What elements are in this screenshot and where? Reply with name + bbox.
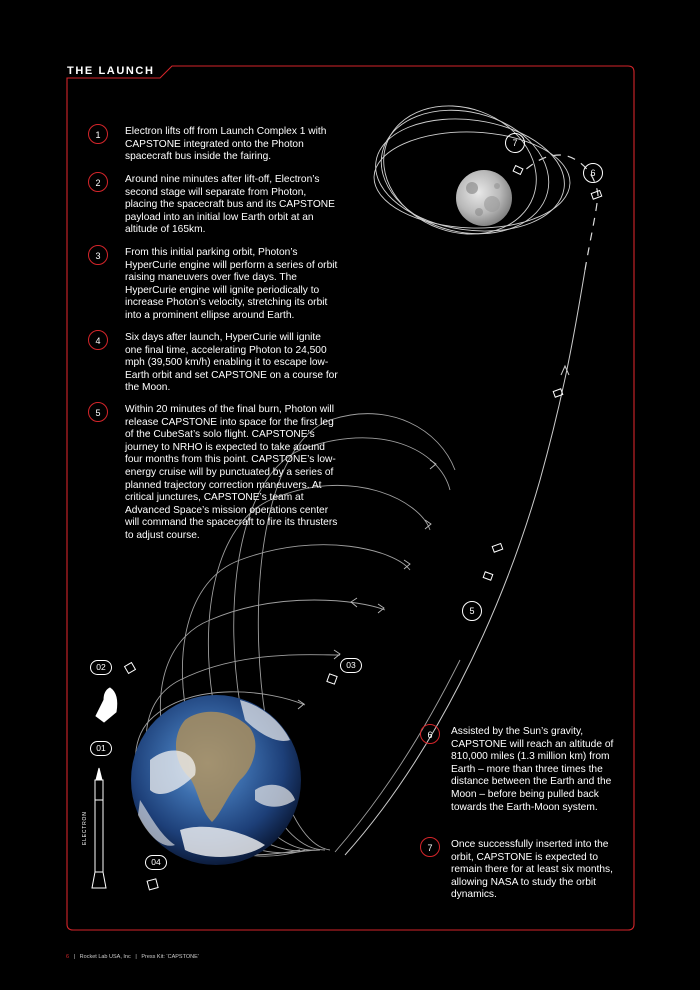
step-text: Assisted by the Sun’s gravity, CAPSTONE will reach an altitude of 810,000 miles (1.3 million km) from Earth – more than three times the distance between the Earth and the Moon – before being pulled back towards the Earth-Moon system. [451, 726, 614, 813]
page-footer [66, 954, 199, 960]
footer-separator: | [132, 954, 140, 960]
marker-03: 03 [340, 658, 362, 673]
footer-doc: Press Kit: ‘CAPSTONE’ [141, 954, 200, 960]
step-number: 1 [88, 124, 108, 144]
marker-01: 01 [90, 741, 112, 756]
step-number: 5 [88, 402, 108, 422]
nrho-orbit-loops [365, 85, 571, 255]
step-text: Once successfully inserted into the orbit, CAPSTONE is expected to remain there for at least six months, allowing NASA to study the orbit dynamics. [451, 839, 613, 901]
marker-7: 7 [505, 133, 525, 153]
moon-icon [456, 170, 512, 226]
step-text: From this initial parking orbit, Photon’s HyperCurie engine will perform a series of orbit raising maneuvers over five days. The HyperCurie engine will ignite periodically to increase Photon’s velocity, stretching its orbit into a prominent ellipse around Earth. [125, 247, 338, 321]
step-text: Within 20 minutes of the final burn, Photon will release CAPSTONE into space for the first leg of the CubeSat’s solo flight. CAPSTONE’s journey to NRHO is expected to take around four months from this point. CAPSTONE’s low-energy cruise will by punctuated by a series of planned trajectory correction maneuvers. At critical junctures, CAPSTONE’s team at Advanced Space’s mission operations center will command the spacecraft to fire its thrusters to adjust course. [125, 404, 338, 541]
step-text: Around nine minutes after lift-off, Electron’s second stage will separate from Photon, placing the spacecraft bus and its CAPSTONE payload into an initial low Earth orbit at an altitude of 165km. [125, 174, 335, 236]
section-title: THE LAUNCH [67, 65, 155, 77]
page-number: 6 [66, 954, 70, 960]
marker-02: 02 [90, 660, 112, 675]
step-number: 3 [88, 245, 108, 265]
marker-5: 5 [462, 601, 482, 621]
step-number: 7 [420, 837, 440, 857]
footer-separator: | [70, 954, 79, 960]
step-number: 6 [420, 724, 440, 744]
marker-6: 6 [583, 163, 603, 183]
second-stage-icon [96, 688, 117, 722]
earth-icon [131, 695, 301, 865]
step-text: Six days after launch, HyperCurie will ignite one final time, accelerating Photon to 24,500 mph (39,500 km/h) enabling it to escape low-Earth orbit and set CAPSTONE on a course for the Moon. [125, 332, 338, 394]
step-number: 4 [88, 330, 108, 350]
rocket-label: ELECTRON [82, 811, 88, 845]
electron-rocket-icon [92, 768, 106, 888]
step-text: Electron lifts off from Launch Complex 1 with CAPSTONE integrated onto the Photon spacecraft bus inside the fairing. [125, 126, 327, 163]
footer-company: Rocket Lab USA, Inc [79, 954, 131, 960]
marker-04: 04 [145, 855, 167, 870]
step-number: 2 [88, 172, 108, 192]
